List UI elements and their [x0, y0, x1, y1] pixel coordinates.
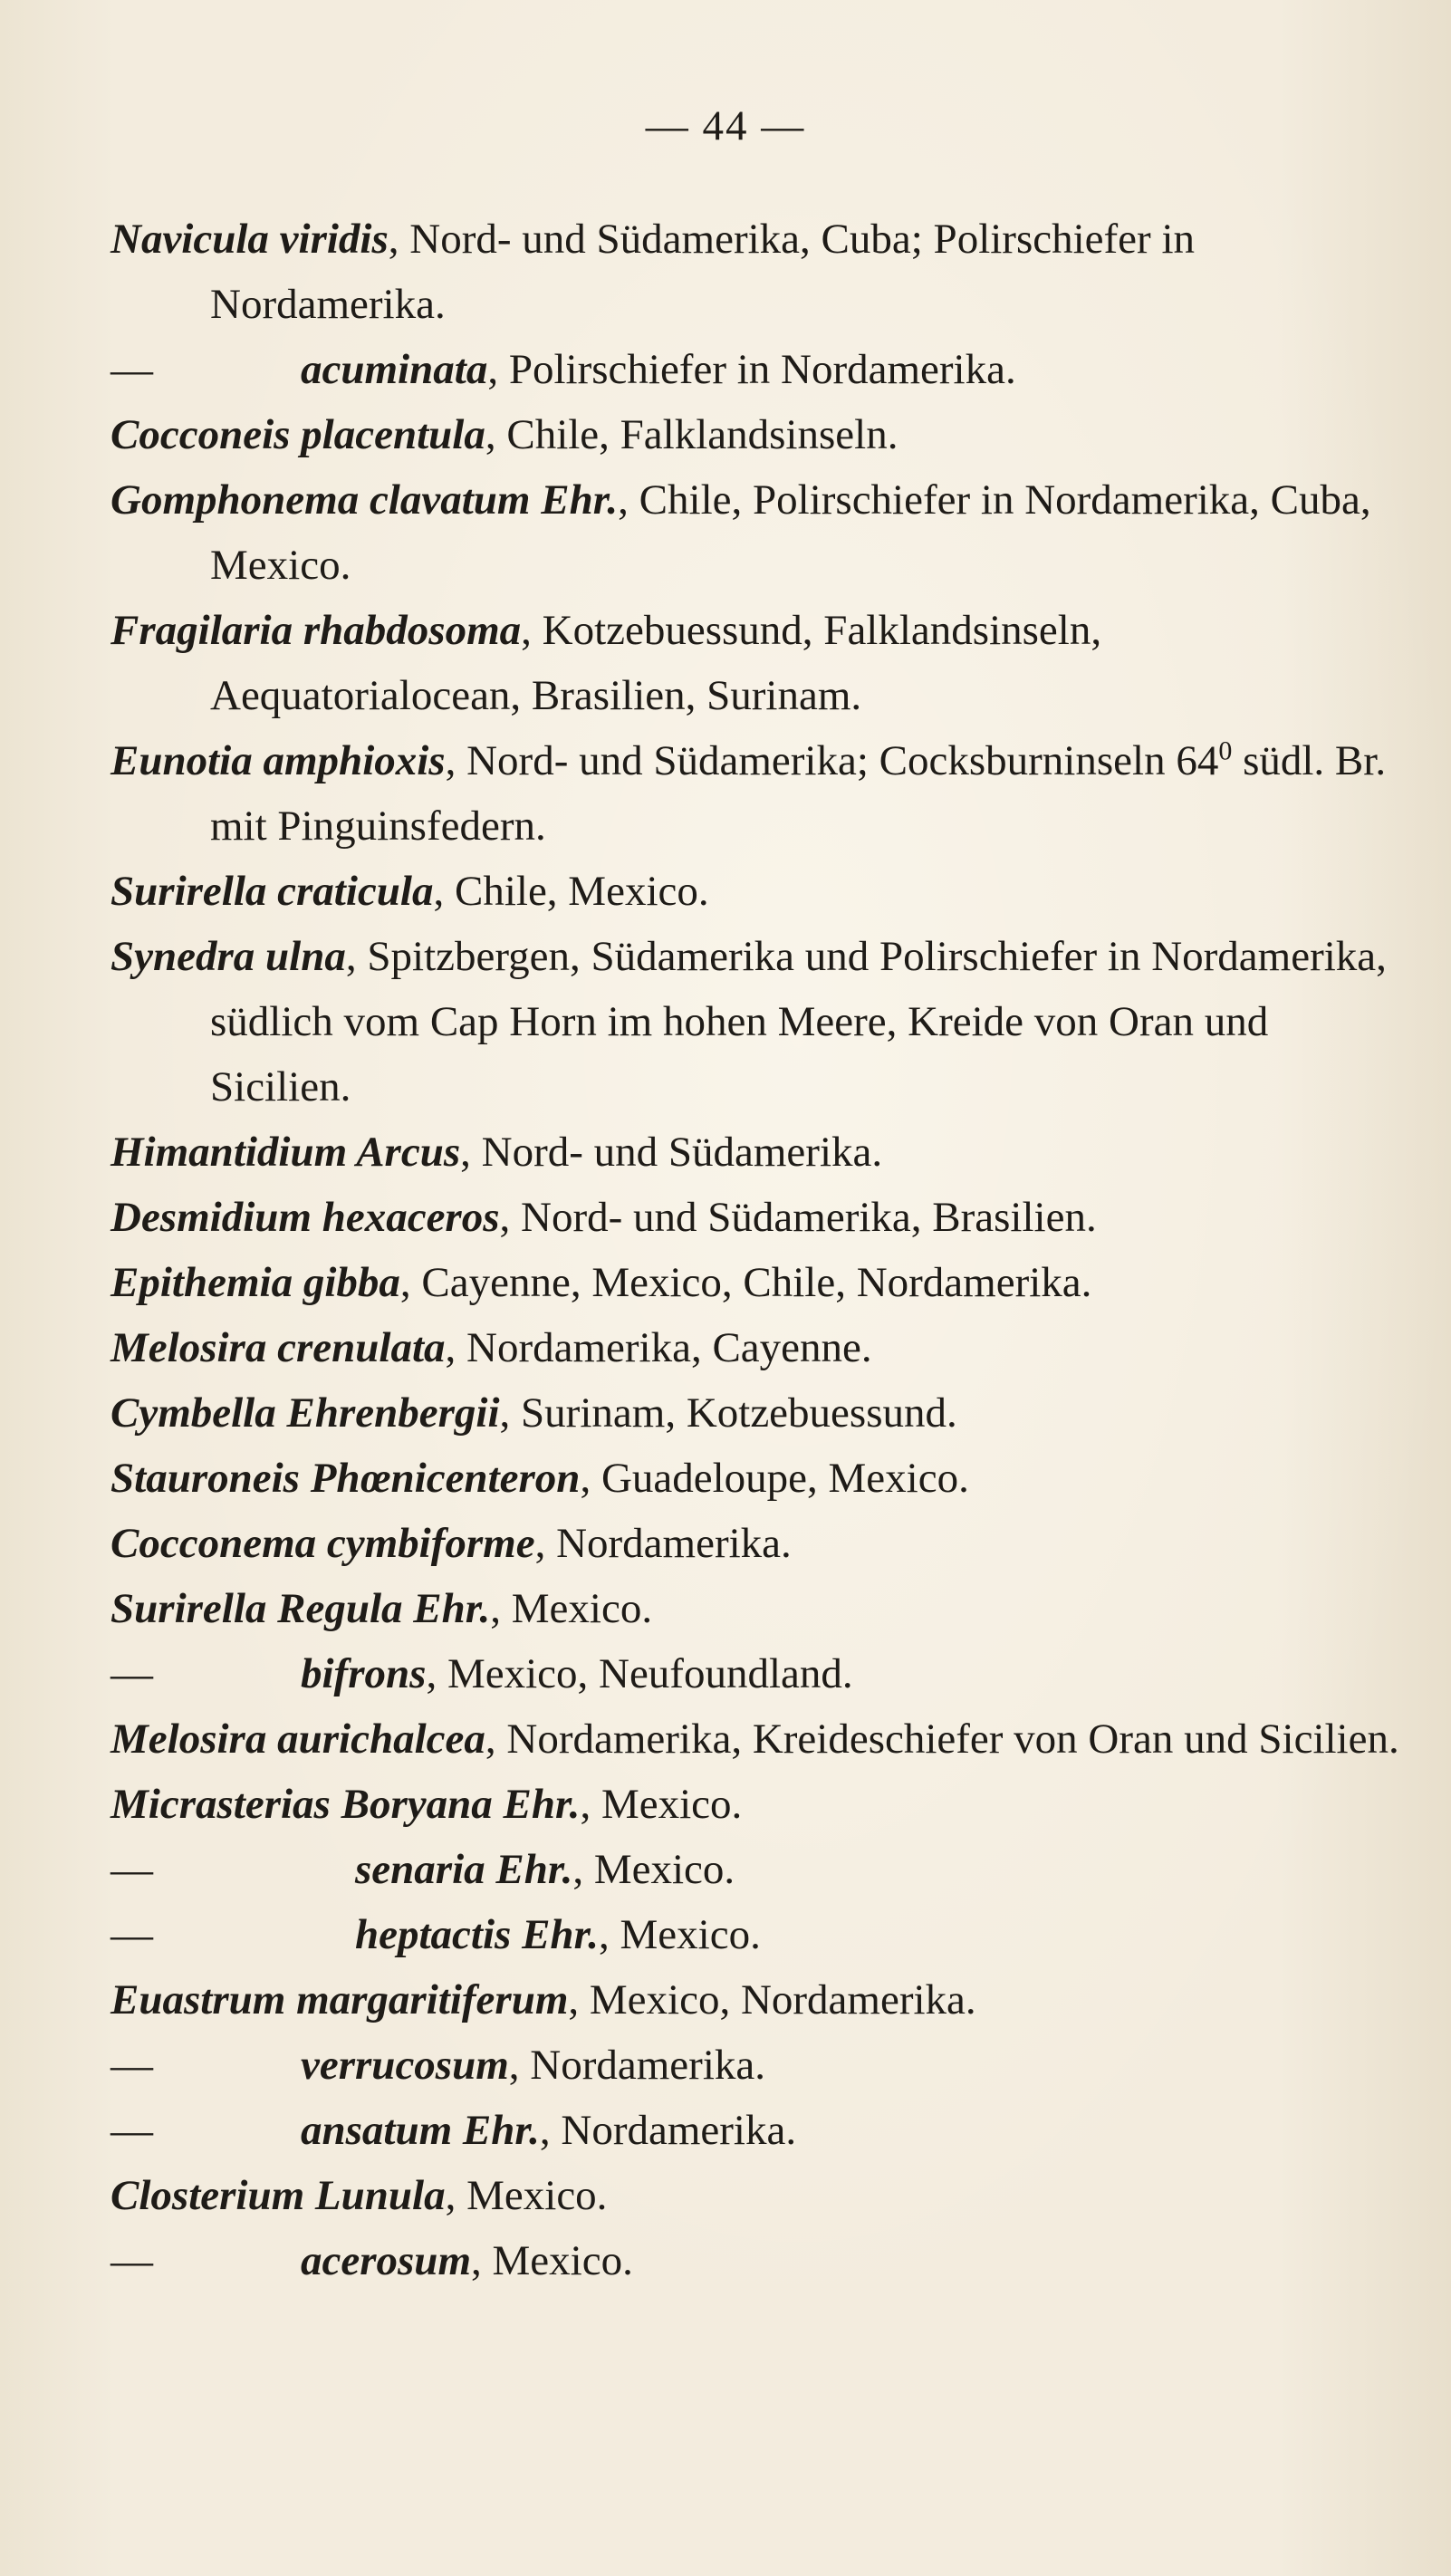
ditto-dash: — — [111, 1911, 153, 1958]
species-localities: , Nordamerika. — [534, 1520, 792, 1567]
list-item — [111, 467, 1401, 598]
species-localities: , Chile, Polirschiefer in Nordamerika, Cuba, Mexico. — [210, 476, 1371, 589]
species-localities: , Nord- und Südamerika. — [460, 1129, 883, 1176]
species-localities: , Chile, Falklandsinseln. — [485, 411, 898, 458]
species-localities: , Mexico. — [445, 2172, 608, 2219]
list-item — [111, 1446, 1401, 1511]
species-name: senaria Ehr. — [355, 1846, 573, 1893]
species-localities: , Mexico. — [572, 1846, 735, 1893]
species-name: Cocconeis placentula — [111, 411, 485, 458]
species-name: heptactis Ehr. — [355, 1911, 600, 1958]
page-number: — 44 — — [645, 102, 806, 149]
species-name: Surirella craticula — [111, 868, 434, 915]
list-item — [111, 402, 1401, 467]
species-name: Euastrum margaritiferum — [111, 1976, 569, 2023]
species-localities: , Nordamerika. — [539, 2107, 797, 2154]
list-item — [111, 1837, 1401, 1902]
species-localities: , Nord- und Südamerika, Cuba; Polirschiefer in Nordamerika. — [210, 216, 1195, 328]
species-name: Surirella Regula Ehr. — [111, 1585, 491, 1632]
species-localities: , Polirschiefer in Nordamerika. — [487, 346, 1016, 393]
species-name: Cymbella Ehrenbergii — [111, 1389, 500, 1437]
species-localities: , Kotzebuessund, Falklandsinseln, Aequatorialocean, Brasilien, Surinam. — [210, 607, 1102, 719]
species-name: Cocconema cymbiforme — [111, 1520, 535, 1567]
species-localities: , Nord- und Südamerika; Cocksburninseln 64 — [445, 737, 1219, 784]
list-item — [111, 728, 1401, 859]
species-name: Gomphonema clavatum Ehr. — [111, 476, 619, 524]
list-item — [111, 1641, 1401, 1706]
ditto-dash: — — [111, 1846, 153, 1893]
list-item — [111, 1576, 1401, 1641]
species-name: Stauroneis Phœnicenteron — [111, 1455, 581, 1502]
species-localities: , Mexico, Nordamerika. — [568, 1976, 976, 2023]
list-item — [111, 2098, 1401, 2163]
list-item — [111, 924, 1401, 1120]
species-localities: , Nordamerika, Kreideschiefer von Oran und Sicilien. — [485, 1716, 1399, 1763]
species-name: Melosira aurichalcea — [111, 1716, 485, 1763]
list-item — [111, 1511, 1401, 1576]
degree-superscript: 0 — [1218, 735, 1233, 766]
species-localities: , Nordamerika, Cayenne. — [445, 1324, 872, 1371]
list-item — [111, 2163, 1401, 2228]
list-item — [111, 1380, 1401, 1446]
list-item — [111, 1706, 1401, 1772]
list-item — [111, 1902, 1401, 1967]
species-localities: , Surinam, Kotzebuessund. — [499, 1389, 957, 1437]
species-name: Navicula viridis — [111, 216, 389, 263]
ditto-dash: — — [111, 2042, 153, 2089]
species-localities-cont: südl. Br. mit Pinguinsfedern. — [210, 737, 1387, 850]
species-name: Micrasterias Boryana Ehr. — [111, 1781, 581, 1828]
species-localities: , Cayenne, Mexico, Chile, Nordamerika. — [399, 1259, 1092, 1306]
species-name: Synedra ulna — [111, 933, 346, 980]
list-item — [111, 207, 1401, 337]
species-localities: , Mexico. — [599, 1911, 761, 1958]
ditto-dash: — — [111, 2107, 153, 2154]
list-item — [111, 859, 1401, 924]
species-list — [111, 207, 1401, 2293]
species-name: ansatum Ehr. — [301, 2107, 540, 2154]
species-localities: , Nordamerika. — [508, 2042, 765, 2089]
species-name: Epithemia gibba — [111, 1259, 400, 1306]
species-localities: , Mexico. — [471, 2237, 633, 2284]
list-item — [111, 2228, 1401, 2293]
species-localities: , Mexico. — [490, 1585, 653, 1632]
species-name: bifrons — [301, 1650, 427, 1697]
list-item — [111, 1250, 1401, 1315]
species-name: Desmidium hexaceros — [111, 1194, 500, 1241]
species-localities: , Guadeloupe, Mexico. — [580, 1455, 969, 1502]
ditto-dash: — — [111, 2237, 153, 2284]
list-item — [111, 2033, 1401, 2098]
species-name: Fragilaria rhabdosoma — [111, 607, 522, 654]
list-item — [111, 1120, 1401, 1185]
species-localities: , Spitzbergen, Südamerika und Polirschiefer in Nordamerika, südlich vom Cap Horn im hohen Meere, Kreide von Oran und Sicilien. — [210, 933, 1387, 1110]
list-item — [111, 1967, 1401, 2033]
ditto-dash: — — [111, 346, 153, 393]
list-item — [111, 1185, 1401, 1250]
species-name: acerosum — [301, 2237, 471, 2284]
species-localities: , Mexico, Neufoundland. — [426, 1650, 853, 1697]
list-item — [111, 337, 1401, 402]
list-item — [111, 1315, 1401, 1380]
species-name: Melosira crenulata — [111, 1324, 446, 1371]
species-localities: , Mexico. — [580, 1781, 743, 1828]
list-item — [111, 1772, 1401, 1837]
species-name: Closterium Lunula — [111, 2172, 446, 2219]
species-name: Himantidium Arcus — [111, 1129, 461, 1176]
list-item — [111, 598, 1401, 728]
ditto-dash: — — [111, 1650, 153, 1697]
species-localities: , Chile, Mexico. — [433, 868, 709, 915]
species-localities: , Nord- und Südamerika, Brasilien. — [499, 1194, 1097, 1241]
species-name: Eunotia amphioxis — [111, 737, 446, 784]
species-name: verrucosum — [301, 2042, 509, 2089]
species-name: acuminata — [301, 346, 488, 393]
